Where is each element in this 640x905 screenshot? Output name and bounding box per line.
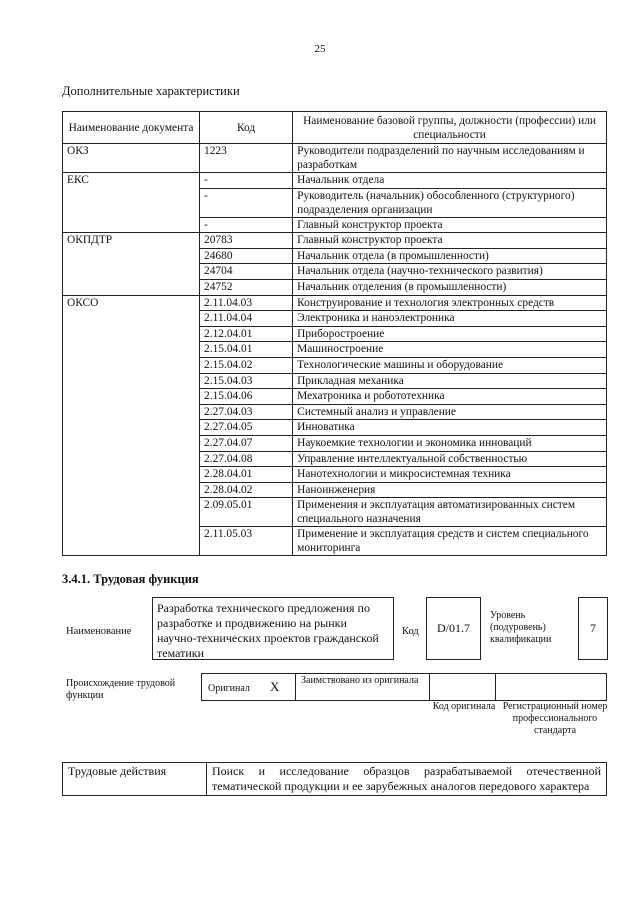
function-code-value: D/01.7 xyxy=(426,597,481,660)
code-cell: 2.27.04.05 xyxy=(200,420,293,436)
group-name-cell: Применения и эксплуатация автоматизированных систем специального назначения xyxy=(293,498,607,527)
code-cell: 24704 xyxy=(200,264,293,280)
group-name-cell: Системный анализ и управление xyxy=(293,404,607,420)
code-cell: 2.28.04.01 xyxy=(200,467,293,483)
table-row xyxy=(63,173,607,189)
borrowed-label: Заимствовано из оригинала xyxy=(301,675,419,686)
code-cell: 2.15.04.02 xyxy=(200,357,293,373)
function-name-label: Наименование xyxy=(66,626,132,637)
code-cell: 2.15.04.03 xyxy=(200,373,293,389)
code-cell: 2.11.04.03 xyxy=(200,295,293,311)
group-name-cell: Руководитель (начальник) обособленного (структурного) подразделения организации xyxy=(293,188,607,217)
table-row xyxy=(63,763,607,796)
code-cell: 2.28.04.02 xyxy=(200,482,293,498)
document-name-cell: ОКСО xyxy=(63,295,200,556)
code-cell: 20783 xyxy=(200,233,293,249)
document-name-cell: ОКПДТР xyxy=(63,233,200,295)
header-document-name: Наименование документа xyxy=(63,112,200,144)
code-cell: 24680 xyxy=(200,248,293,264)
group-name-cell: Нанотехнологии и микросистемная техника xyxy=(293,467,607,483)
code-cell: 1223 xyxy=(200,144,293,173)
page-number: 25 xyxy=(314,43,326,55)
group-name-cell: Наукоемкие технологии и экономика инноваций xyxy=(293,435,607,451)
code-cell: - xyxy=(200,188,293,217)
header-group-name: Наименование базовой группы, должности (профессии) или специальности xyxy=(293,112,607,144)
group-name-cell: Инноватика xyxy=(293,420,607,436)
original-code-label: Код оригинала xyxy=(432,701,496,712)
code-cell: 2.27.04.08 xyxy=(200,451,293,467)
code-cell: 2.11.05.03 xyxy=(200,527,293,556)
group-name-cell: Приборостроение xyxy=(293,326,607,342)
group-name-cell: Начальник отдела (научно-технического развития) xyxy=(293,264,607,280)
labor-actions-table xyxy=(62,762,607,796)
group-name-cell: Руководители подразделений по научным исследованиям и разработкам xyxy=(293,144,607,173)
group-name-cell: Управление интеллектуальной собственностью xyxy=(293,451,607,467)
group-name-cell: Машиностроение xyxy=(293,342,607,358)
origin-original-cell xyxy=(202,674,296,700)
code-cell: 24752 xyxy=(200,279,293,295)
registration-number-label: Регистрационный номер профессионального стандарта xyxy=(502,701,608,736)
original-label: Оригинал xyxy=(208,683,250,694)
section-heading: Дополнительные характеристики xyxy=(62,84,240,98)
group-name-cell: Технологические машины и оборудование xyxy=(293,357,607,373)
code-cell: 2.12.04.01 xyxy=(200,326,293,342)
group-name-cell: Начальник отдела xyxy=(293,173,607,189)
group-name-cell: Конструирование и технология электронных средств xyxy=(293,295,607,311)
header-code: Код xyxy=(200,112,293,144)
document-name-cell: ОКЗ xyxy=(63,144,200,173)
code-cell: 2.27.04.03 xyxy=(200,404,293,420)
code-cell: - xyxy=(200,217,293,233)
group-name-cell: Наноинженерия xyxy=(293,482,607,498)
group-name-cell: Электроника и наноэлектроника xyxy=(293,311,607,327)
table-row xyxy=(63,233,607,249)
origin-borrowed-cell xyxy=(296,674,430,700)
table-header-row xyxy=(63,112,607,144)
code-cell: 2.15.04.06 xyxy=(200,389,293,405)
group-name-cell: Начальник отдела (в промышленности) xyxy=(293,248,607,264)
labor-actions-label: Трудовые действия xyxy=(63,763,207,796)
qualification-level-value: 7 xyxy=(578,597,608,660)
group-name-cell: Мехатроника и робототехника xyxy=(293,389,607,405)
table-row xyxy=(63,295,607,311)
labor-function-title: 3.4.1. Трудовая функция xyxy=(62,572,199,586)
code-cell: - xyxy=(200,173,293,189)
table-row xyxy=(63,144,607,173)
code-cell: 2.09.05.01 xyxy=(200,498,293,527)
origin-row xyxy=(201,673,607,701)
qualification-level-label: Уровень (подуровень) квалификации xyxy=(490,610,552,645)
additional-characteristics-table xyxy=(62,111,607,556)
function-code-label: Код xyxy=(402,626,419,637)
code-cell: 2.11.04.04 xyxy=(200,311,293,327)
function-name-value: Разработка технического предложения по разработке и продвижению на рынки научно-технических проектов гражданской тематики xyxy=(152,597,394,660)
group-name-cell: Начальник отделения (в промышленности) xyxy=(293,279,607,295)
group-name-cell: Применение и эксплуатация средств и систем специального мониторинга xyxy=(293,527,607,556)
original-mark: X xyxy=(270,679,280,694)
document-name-cell: ЕКС xyxy=(63,173,200,233)
code-cell: 2.15.04.01 xyxy=(200,342,293,358)
labor-actions-text: Поиск и исследование образцов разрабатываемой отечественной тематической продукции и ее зарубежных аналогов передового характера xyxy=(207,763,607,796)
code-cell: 2.27.04.07 xyxy=(200,435,293,451)
origin-label: Происхождение трудовой функции xyxy=(66,678,176,701)
group-name-cell: Главный конструктор проекта xyxy=(293,233,607,249)
original-code-cell xyxy=(430,674,496,700)
group-name-cell: Прикладная механика xyxy=(293,373,607,389)
group-name-cell: Главный конструктор проекта xyxy=(293,217,607,233)
